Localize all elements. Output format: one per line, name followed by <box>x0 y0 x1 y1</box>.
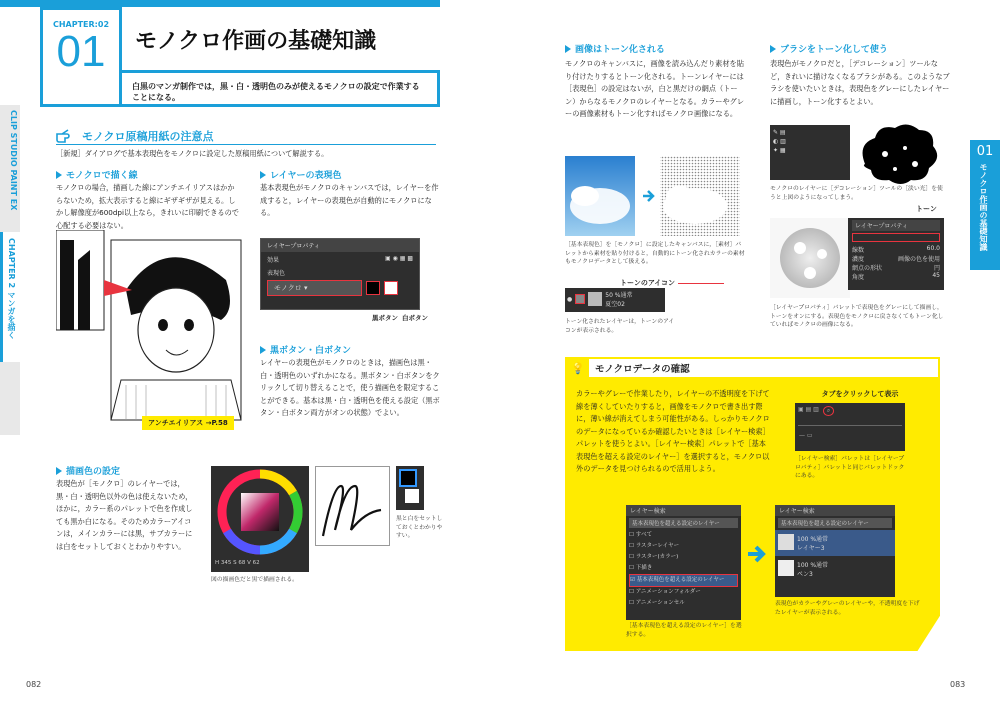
tone-label: トーン <box>916 205 937 213</box>
brush-caption1: モノクロのレイヤーに［デコレーション］ツールの［淡い光］を使うと上図のようになってしまう。 <box>770 186 943 201</box>
search-tab[interactable]: ⌕ <box>823 406 834 416</box>
result-row-1-name: ペン3 <box>797 571 813 578</box>
icon-caption: 黒と白をセットしておくとわかりやすい。 <box>396 516 443 539</box>
tone-icon <box>575 294 585 304</box>
section-lead: ［新規］ダイアログで基本表現色をモノクロに設定した原稿用紙について解説する。 <box>56 149 329 158</box>
search-item-1[interactable]: ☐ ラスターレイヤー <box>629 543 680 549</box>
palette-dock: ▣ ▤ ▥ ⌕ — ▭ <box>795 403 905 451</box>
chapter-number: 01 <box>56 27 106 76</box>
brush-stroke <box>315 466 390 546</box>
intro-text: 白黒のマンガ制作では，黒・白・透明色のみが使えるモノクロの設定で作業することになる。 <box>132 82 420 102</box>
tone-icon-label-row <box>620 278 724 288</box>
tool-icons[interactable]: ✎ ▤ ◐ ▥ ✦ ▦ <box>773 129 786 154</box>
layer-thumbnail <box>588 292 602 306</box>
tone-toggle[interactable] <box>852 233 940 242</box>
right-side-tab <box>970 140 1000 270</box>
search-caption: ［基本表現色を超える設定のレイヤー］を選択する。 <box>626 623 742 638</box>
arrow-icon <box>56 171 62 179</box>
tone-layer-caption: トーン化されたレイヤーは，トーンのアイコンが表示される。 <box>565 319 675 334</box>
effect-icons: ▣ ◉ ▦ ▩ <box>385 255 413 262</box>
side-number: 01 <box>976 144 994 159</box>
prop-row-1: 濃度 <box>852 256 865 263</box>
draw-color-body: 表現色が［モノクロ］のレイヤーでは，黒・白・透明色以外の色は使えないため，ほかに，カラー系のパレットで色を作成しても黒か白になる。そのためカラーアイコンは，メインカラーには黒，サブカラーには白をセットしておくとわかりやすい。 <box>56 479 193 551</box>
chapter-label: CHAPTER:02 <box>52 20 110 29</box>
chapter-box <box>40 7 122 107</box>
section-title: モノクロ原稿用紙の注意点 <box>82 130 214 143</box>
color-select[interactable]: モノクロ ▾ <box>267 280 362 296</box>
brush-tone-heading-text: ブラシをトーン化して使う <box>780 45 888 55</box>
wheel-readout: H 345 S 68 V 62 <box>215 560 260 566</box>
prop-row-3: 角度 <box>852 274 865 281</box>
antialias-ref[interactable]: アンチエイリアス →P.58 <box>142 416 234 430</box>
prop-val-3[interactable]: 45 <box>932 272 940 279</box>
result-thumb-1 <box>778 560 794 576</box>
arrow-icon <box>260 171 266 179</box>
tool-panel <box>770 125 850 180</box>
result-row-0-name: レイヤー3 <box>797 545 825 552</box>
mono-line-heading <box>56 168 138 181</box>
gray-glow-result <box>770 218 850 298</box>
bw-buttons-body: レイヤーの表現色がモノクロのときは，描画色は黒・白・透明色のいずれかになる。黒ボタン・白ボタンをクリックして切り替えることで，使う描画色を限定することができる。基本は黒・白・透明色を使える設定（黒ボタン・白ボタン両方がオンの状態）でよい。 <box>260 358 440 417</box>
search-item-0-label: すべて <box>635 532 653 538</box>
arrow-icon <box>770 45 776 53</box>
search-dropdown[interactable]: 基本表現色を超える設定のレイヤー <box>629 518 738 528</box>
search-item-2-label: ラスター(カラー) <box>635 554 679 560</box>
pointer-line <box>678 283 724 284</box>
prop-row-0: 線数 <box>852 247 865 254</box>
result-row-1[interactable] <box>775 556 895 582</box>
check-body: カラーやグレーで作業したり，レイヤーの不透明度を下げて線を薄くしていたりすると，画像をモノクロで書き出す際に，薄い線が消えてしまう可能性がある。しっかりモノクロのデータになっているか確認したいときは［レイヤー検索］パレットを使うとよい。［レイヤー検索］パレットで［基本表現色を超える設定のレイヤー］を選択すると，モノクロ以外のデータを見つけられるので活用しよう。 <box>576 389 770 473</box>
brush-tone-body: 表現色がモノクロだと，［デコレーション］ツールなど，きれいに描けなくなるブラシがある。このようなブラシを使いたいときは，表現色をグレーにしたレイヤーに描画し，トーン化するとよい。 <box>770 59 950 106</box>
prop-row-2: 網点の形状 <box>852 265 883 272</box>
result-row-1-mode: 100 %通常 <box>797 562 829 569</box>
search-item-6[interactable]: ☐ アニメーションセル <box>629 600 685 606</box>
tone-image-heading-text: 画像はトーン化される <box>575 45 665 55</box>
arrow-icon <box>56 467 62 475</box>
panel-color-label: 表現色 <box>267 270 286 277</box>
left-page-number: 082 <box>26 680 42 689</box>
top-bar <box>0 0 440 7</box>
search-item-3-label: 下描き <box>635 565 653 571</box>
tab-label: タブをクリックして表示 <box>821 390 899 398</box>
section-rule <box>56 144 436 145</box>
white-button[interactable] <box>384 281 398 295</box>
search-item-1-label: ラスターレイヤー <box>635 543 680 549</box>
page-title: モノクロ作画の基礎知識 <box>135 29 377 54</box>
label-black-button: 黒ボタン <box>372 314 398 322</box>
layer-color-heading <box>260 168 342 181</box>
section-heading <box>56 128 214 144</box>
decoration-black-result <box>855 124 943 186</box>
result-title: レイヤー検索 <box>775 505 895 516</box>
layer-search-panel <box>626 505 741 620</box>
tone-layer-name: 夏空02 <box>605 301 625 308</box>
tone-icon-label: トーンのアイコン <box>620 279 675 287</box>
prop-val-0[interactable]: 60.0 <box>926 245 940 252</box>
black-button[interactable] <box>366 281 380 295</box>
color-wheel-panel <box>211 466 309 572</box>
arrow-icon <box>565 45 571 53</box>
manga-illustration <box>56 230 246 430</box>
bw-buttons-heading-text: 黒ボタン・白ボタン <box>270 346 352 356</box>
pointing-hand-icon <box>56 129 76 143</box>
right-arrow-icon <box>748 544 770 564</box>
sky-tone-comparison <box>565 156 740 236</box>
layer-property-panel <box>260 238 420 310</box>
draw-color-heading-text: 描画色の設定 <box>66 467 121 477</box>
tab-caption: ［レイヤー検索］パレットは［レイヤープロパティ］パレットと同じパレットドックにある。 <box>795 456 905 479</box>
check-heading: モノクロデータの確認 <box>595 364 690 375</box>
search-title: レイヤー検索 <box>626 505 741 516</box>
search-item-4-label: 基本表現色を超える設定のレイヤー <box>636 577 725 583</box>
side-chapter-tab <box>0 232 20 362</box>
right-page-number: 083 <box>950 680 966 689</box>
brush-caption2: ［レイヤープロパティ］パレットで表現色をグレーにして描画し，トーンをオンにする。表現色をモノクロに戻さなくてもトーン化していればモノクロの画像になる。 <box>770 305 944 328</box>
side-chapter: CHAPTER 2 マンガを描く <box>7 238 16 339</box>
tone-panel-title: レイヤープロパティ <box>852 220 940 231</box>
result-caption: 表現色がカラーやグレーのレイヤーや，不透明度を下げたレイヤーが表示される。 <box>775 601 920 616</box>
side-brand: CLIP STUDIO PAINT EX <box>9 110 18 211</box>
prop-val-2[interactable]: 円 <box>933 265 940 272</box>
tone-image-caption: ［基本表現色］を［モノクロ］に設定したキャンバスに，［素材］パレットから素材を貼り付けると，自動的にトーン化されカラーの素材もモノクロデータとして扱える。 <box>565 242 745 265</box>
eye-icon[interactable]: ● <box>567 295 573 303</box>
search-item-0[interactable]: ☐ すべて <box>629 532 653 538</box>
result-dropdown[interactable]: 基本表現色を超える設定のレイヤー <box>778 518 892 528</box>
mono-line-heading-text: モノクロで描く線 <box>66 171 138 181</box>
panel-title: レイヤープロパティ <box>261 239 419 252</box>
search-item-4[interactable]: ☑ 基本表現色を超える設定のレイヤー <box>629 574 738 587</box>
layer-color-heading-text: レイヤーの表現色 <box>270 171 342 181</box>
main-color-swatch[interactable] <box>399 469 417 487</box>
result-row-0[interactable] <box>775 530 895 556</box>
tone-image-body: モノクロのキャンバスに，画像を読み込んだり素材を貼り付けたりするとトーン化される。トーンレイヤーには［表現色］の設定はないが，白と黒だけの網点（トーン）からなるモノクロのレイヤーとなる。カラーやグレーの画像素材もトーン化すればモノクロ画像になる。 <box>565 59 745 118</box>
result-thumb-0 <box>778 534 794 550</box>
intro-band <box>122 70 440 107</box>
tone-layer-row[interactable] <box>565 288 665 312</box>
layer-color-body: 基本表現色がモノクロのキャンバスでは，レイヤーを作成すると，レイヤーの表現色が自動的にモノクロになる。 <box>260 183 439 217</box>
mono-line-body: モノクロの場合，描画した線にアンチエイリアスはかからないため，拡大表示すると線にギザギザが見える。しかし解像度が600dpi以上なら，きれいに印刷できるので心配する必要はない。 <box>56 183 239 230</box>
search-result-panel <box>775 505 895 597</box>
arrow-icon <box>260 346 266 354</box>
draw-color-heading <box>56 464 120 477</box>
bw-buttons-heading <box>260 343 351 356</box>
check-box-header <box>565 357 940 379</box>
color-select-value: モノクロ <box>274 284 302 292</box>
label-white-button: 白ボタン <box>402 314 428 322</box>
search-item-6-label: アニメーションセル <box>635 600 685 606</box>
panel-effect: 効果 <box>267 257 280 264</box>
color-wheel[interactable] <box>211 466 309 558</box>
tone-property-panel <box>848 218 944 290</box>
tone-image-heading <box>565 42 665 55</box>
tone-layer-mode: 50 %通常 <box>605 292 633 299</box>
search-item-2[interactable]: ☐ ラスター(カラー) <box>629 554 679 560</box>
side-title: モノクロ作画の基礎知識 <box>979 163 988 251</box>
wheel-caption: 図の描画色だと黒で描画される。 <box>211 577 298 583</box>
color-icon-panel <box>396 466 424 510</box>
brush-tone-heading <box>770 42 888 55</box>
result-row-0-mode: 100 %通常 <box>797 536 829 543</box>
search-item-5-label: アニメーションフォルダー <box>635 589 701 595</box>
sub-color-swatch[interactable] <box>405 489 419 503</box>
search-item-5[interactable]: ☐ アニメーションフォルダー <box>629 589 701 595</box>
lightbulb-icon: 💡 <box>567 357 589 379</box>
prop-val-1[interactable]: 画像の色を使用 <box>897 256 940 263</box>
dock-tabs[interactable]: ▣ ▤ ▥ ⌕ <box>795 403 905 419</box>
search-item-3[interactable]: ☐ 下描き <box>629 565 653 571</box>
